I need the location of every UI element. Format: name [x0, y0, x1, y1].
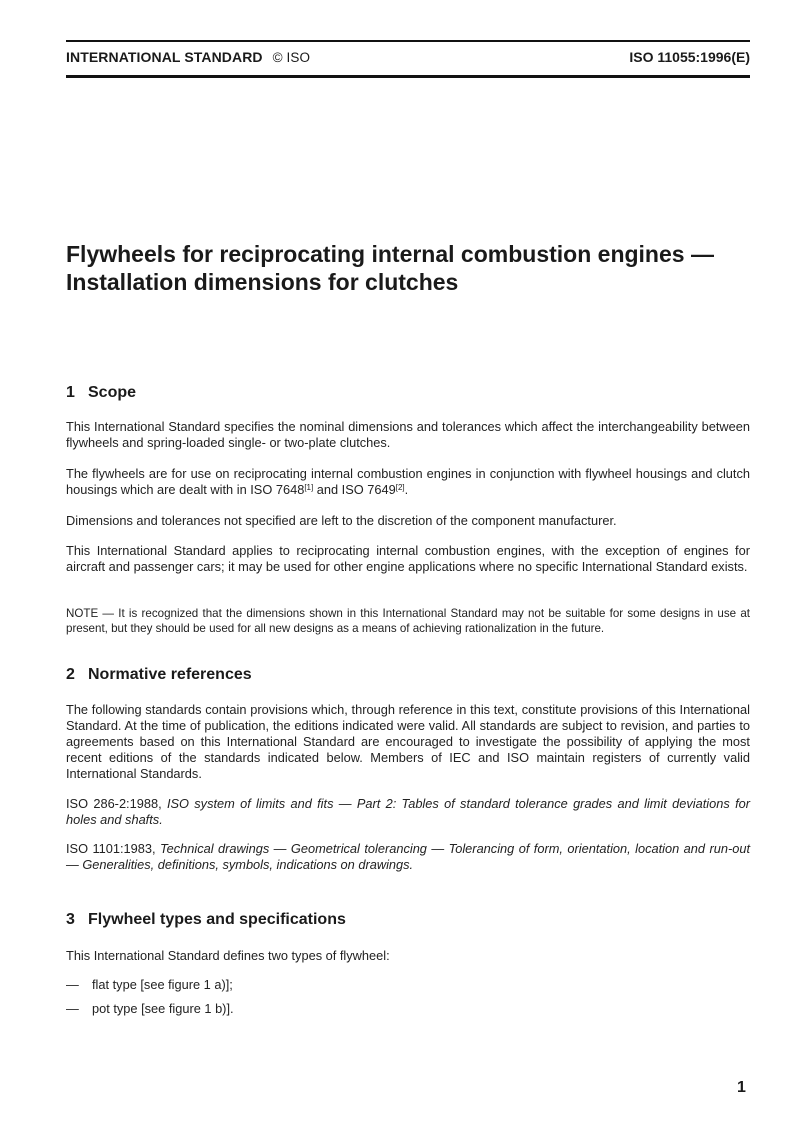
section-1-title: Scope	[88, 384, 137, 401]
list-item	[66, 1001, 234, 1017]
scope-note: NOTE — It is recognized that the dimensions shown in this International Standard may not be suitable for some designs in use at present, but they should be used for all new designs as a means of achieving rationalization in the future.	[66, 607, 750, 635]
scope-paragraph-3: Dimensions and tolerances not specified are left to the discretion of the component manufacturer.	[66, 513, 617, 528]
header-standard-number: ISO 11055:1996(E)	[629, 49, 750, 65]
title-line-1: Flywheels for reciprocating internal combustion engines —	[66, 241, 714, 267]
section-3-number: 3	[66, 911, 75, 928]
list-dash: —	[66, 977, 79, 992]
reference-code-iso-1101: ISO 1101:1983,	[66, 841, 161, 856]
normative-reference-iso-1101	[66, 841, 750, 873]
header-top-rule	[66, 40, 750, 42]
scope-paragraph-4: This International Standard applies to reciprocating internal combustion engines, with the exception of engines for aircraft and passenger cars; it may be used for other engine applications where no specific International Standard exists.	[66, 543, 750, 574]
section-2-heading	[66, 666, 252, 684]
normative-paragraph: The following standards contain provisions which, through reference in this text, constitute provisions of this International Standard. At the time of publication, the editions indicated were valid. All standards are subject to revision, and parties to agreements based on this International Standard are encouraged to investigate the possibility of applying the most recent editions of the standards indicated below. Members of IEC and ISO maintain registers of currently valid International Standards.	[66, 702, 750, 781]
types-paragraph: This International Standard defines two types of flywheel:	[66, 948, 390, 963]
list-item-text: flat type [see figure 1 a)];	[92, 977, 233, 992]
list-dash: —	[66, 1001, 79, 1016]
reference-1-superscript: [1]	[304, 483, 314, 492]
scope-paragraph-2	[66, 466, 750, 498]
title-line-2: Installation dimensions for clutches	[66, 269, 459, 295]
reference-title-iso-286-2: ISO system of limits and fits — Part 2: Tables of standard tolerance grades and limit deviations for holes and shafts.	[66, 796, 750, 827]
section-3-title: Flywheel types and specifications	[88, 911, 346, 928]
reference-code-iso-286-2: ISO 286-2:1988,	[66, 796, 167, 811]
page-header	[66, 49, 750, 69]
section-1-heading	[66, 384, 136, 402]
scope-p2-mid: and ISO 7649	[313, 482, 396, 497]
section-2-title: Normative references	[88, 666, 252, 683]
list-item-text: pot type [see figure 1 b)].	[92, 1001, 234, 1016]
page-number: 1	[737, 1079, 746, 1096]
section-3-heading	[66, 911, 346, 929]
scope-p2-end: .	[404, 482, 409, 497]
header-bottom-rule	[66, 75, 750, 78]
section-2-number: 2	[66, 666, 75, 683]
scope-p2-text: The flywheels are for use on reciprocating internal combustion engines in conjunction with flywheel housings and clutch housings which are dealt with in ISO 7648	[66, 466, 750, 497]
list-item	[66, 977, 233, 993]
header-left	[66, 49, 310, 65]
reference-2-superscript: [2]	[395, 483, 405, 492]
document-title	[66, 240, 750, 296]
scope-paragraph-1: This International Standard specifies the nominal dimensions and tolerances which affect the interchangeability between flywheels and spring-loaded single- or two-plate clutches.	[66, 419, 750, 450]
section-1-number: 1	[66, 384, 75, 401]
header-standard-label: INTERNATIONAL STANDARD	[66, 49, 263, 65]
reference-title-iso-1101: Technical drawings — Geometrical tolerancing — Tolerancing of form, orientation, location and run-out — Generalities, definitions, symbols, indications on drawings.	[66, 841, 750, 872]
header-copyright: © ISO	[272, 50, 311, 65]
normative-reference-iso-286-2	[66, 796, 750, 828]
